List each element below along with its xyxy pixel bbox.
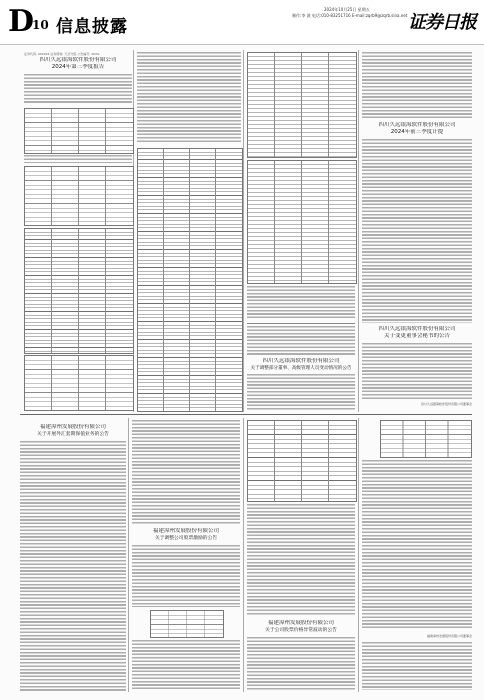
article-body (132, 420, 240, 524)
article-body (24, 74, 132, 104)
article-company: 四川久远银海软件股份有限公司 (262, 358, 340, 364)
article-body (132, 640, 240, 690)
data-table (247, 420, 357, 502)
article-body (247, 326, 355, 356)
stock-code-line: 证券代码: 002015 证券简称: 天迈交股 公告编号: 2024- (24, 52, 100, 56)
shareholder-table (24, 228, 134, 354)
article-body (20, 441, 126, 691)
article-body (362, 139, 472, 323)
financial-table (247, 160, 357, 284)
article-company: 四川久远银海软件股份有限公司 (378, 122, 456, 128)
article-body (362, 642, 472, 690)
page-number: 10 (32, 18, 49, 32)
column-divider (358, 418, 359, 692)
data-table (380, 420, 472, 458)
article-body (247, 637, 355, 691)
article-title: 关于开展外汇套期保值业务的公告 (37, 432, 109, 437)
article-company: 福建漳州发展股份有限公司 (39, 424, 106, 430)
article-body (137, 52, 241, 144)
article-company: 四川久远银海软件股份有限公司 (378, 326, 456, 332)
article-body (132, 545, 240, 607)
article-title: 关于调整公司股票激励的公告 (154, 536, 218, 541)
newspaper-masthead: 证券日报 (408, 12, 476, 33)
article-company: 福建漳州发展股份有限公司 (152, 528, 219, 534)
column-divider (243, 50, 244, 412)
article-title: 2024年第三季度报告 (51, 64, 105, 70)
column-divider (128, 418, 129, 692)
article-body (362, 460, 472, 630)
board-signature: 四川久远银海软件股份有限公司董事会 (420, 402, 472, 406)
financial-table (24, 355, 134, 411)
issue-date: 2024年10月25日 星期五 (324, 7, 370, 12)
article-title: 关于变更董事会秘书的公告 (383, 333, 450, 339)
financial-table (24, 108, 134, 154)
data-table (150, 610, 224, 638)
article-body (24, 155, 132, 163)
financial-table (247, 52, 357, 158)
page-header (0, 0, 484, 45)
section-title: 信息披露 (56, 17, 128, 37)
article-company: 福建漳州发展股份有限公司 (267, 620, 334, 626)
article-body (247, 504, 355, 616)
financial-table (137, 148, 243, 412)
article-body (247, 286, 355, 320)
board-signature: 福建漳州发展股份有限公司董事会 (426, 634, 472, 638)
article-separator (247, 323, 355, 324)
article-body (362, 343, 472, 399)
column-divider (358, 50, 359, 412)
article-company: 四川久远银海软件股份有限公司 (39, 57, 117, 63)
page-letter: D (8, 4, 35, 39)
article-title: 关于公司股票价格异常波动的公告 (265, 628, 337, 633)
editor-contact: 制作:李 波 电话:010-83251716 E-mail:zqrb9@zqrb.sina.net (292, 13, 408, 18)
article-title: 关于调整部分董事、高级管理人员变动情况的公告 (250, 366, 352, 371)
column-divider (243, 418, 244, 692)
article-body (247, 374, 355, 410)
page-section-divider (20, 414, 472, 415)
financial-table (24, 166, 134, 226)
article-title: 2024年前三季度计提 (390, 129, 444, 135)
article-body (362, 52, 472, 118)
